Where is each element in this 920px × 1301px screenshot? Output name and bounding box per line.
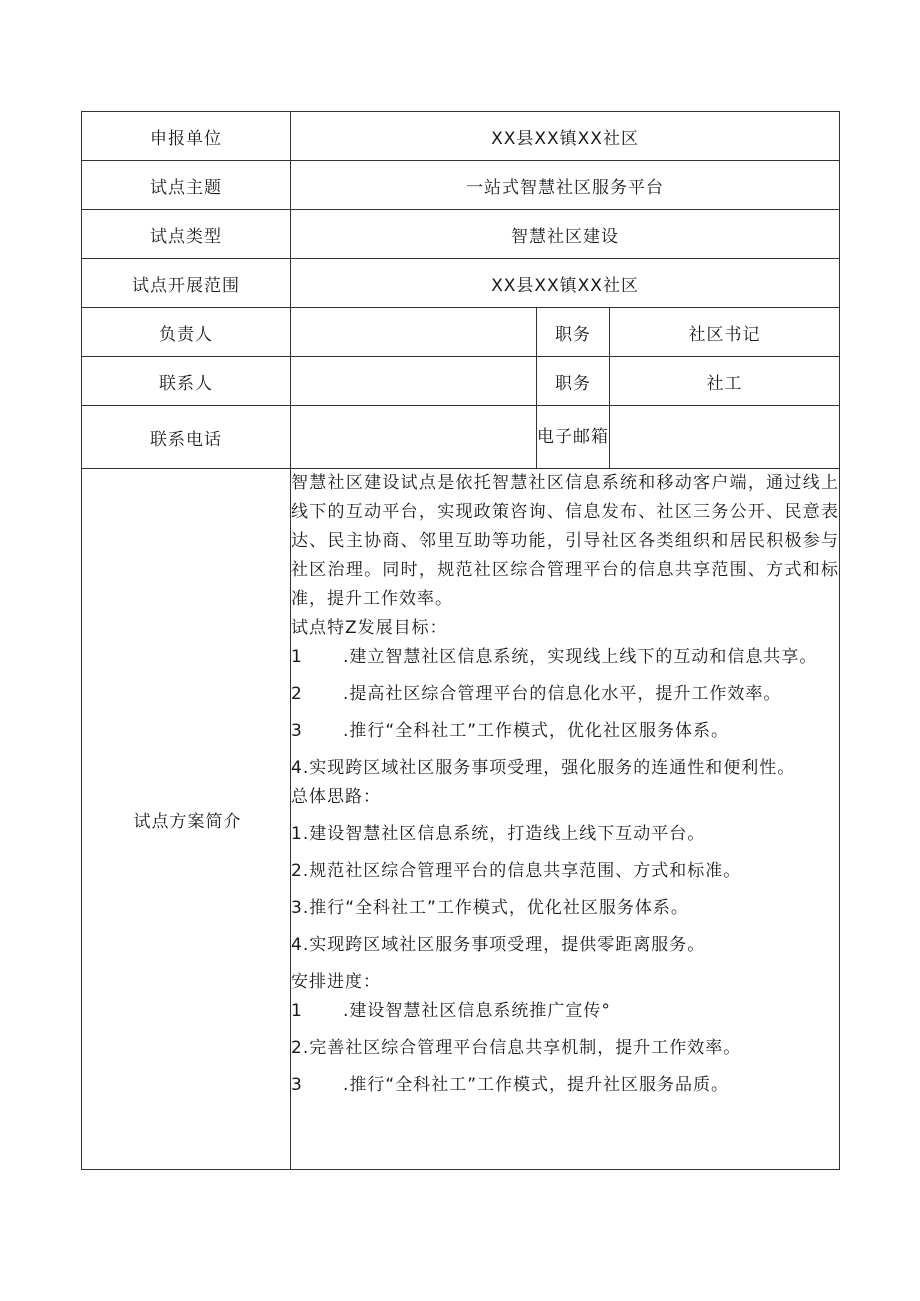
goal-item: 1 .建立智慧社区信息系统，实现线上线下的互动和信息共享。 <box>291 647 818 667</box>
row-plan <box>82 469 840 1170</box>
application-form-table <box>81 111 840 1170</box>
row-leader <box>82 308 840 357</box>
goals-heading: 试点特Z发展目标： <box>291 618 448 638</box>
schedule-item: 2.完善社区综合管理平台信息共享机制，提升工作效率。 <box>291 1038 742 1058</box>
schedule-item: 3 .推行“全科社工”工作模式，提升社区服务品质。 <box>291 1075 730 1095</box>
approach-item: 2.规范社区综合管理平台的信息共享范围、方式和标准。 <box>291 861 742 881</box>
goal-item: 2 .提高社区综合管理平台的信息化水平，提升工作效率。 <box>291 684 782 704</box>
value-type: 智慧社区建设 <box>291 210 840 259</box>
value-leader-title: 社区书记 <box>610 308 840 357</box>
label-plan: 试点方案简介 <box>82 469 291 1170</box>
schedule-heading: 安排进度： <box>291 972 381 992</box>
schedule-item: 1 .建设智慧社区信息系统推广宣传° <box>291 1001 611 1021</box>
label-contact-title: 职务 <box>537 357 610 406</box>
label-unit: 申报单位 <box>82 112 291 161</box>
value-contact <box>291 357 537 406</box>
value-phone <box>291 406 537 469</box>
label-leader: 负责人 <box>82 308 291 357</box>
goal-item: 4.实现跨区域社区服务事项受理，强化服务的连通性和便利性。 <box>291 758 796 778</box>
label-leader-title: 职务 <box>537 308 610 357</box>
approach-item: 3.推行“全科社工”工作模式，优化社区服务体系。 <box>291 898 689 918</box>
value-contact-title: 社工 <box>610 357 840 406</box>
label-type: 试点类型 <box>82 210 291 259</box>
label-theme: 试点主题 <box>82 161 291 210</box>
value-theme: 一站式智慧社区服务平台 <box>291 161 840 210</box>
approach-item: 1.建设智慧社区信息系统，打造线上线下互动平台。 <box>291 824 706 844</box>
approach-heading: 总体思路： <box>291 787 381 807</box>
row-phone <box>82 406 840 469</box>
value-unit: XX县XX镇XX社区 <box>291 112 840 161</box>
value-leader <box>291 308 537 357</box>
goal-item: 3 .推行“全科社工”工作模式，优化社区服务体系。 <box>291 721 730 741</box>
label-contact: 联系人 <box>82 357 291 406</box>
label-phone: 联系电话 <box>82 406 291 469</box>
row-contact <box>82 357 840 406</box>
plan-intro: 智慧社区建设试点是依托智慧社区信息系统和移动客户端，通过线上线下的互动平台，实现政策咨询、信息发布、社区三务公开、民意表达、民主协商、邻里互助等功能，引导社区各类组织和居民积极参与社区治理。同时，规范社区综合管理平台的信息共享范围、方式和标准，提升工作效率。 <box>291 473 840 609</box>
row-unit <box>82 112 840 161</box>
value-scope: XX县XX镇XX社区 <box>291 259 840 308</box>
label-email: 电子邮箱 <box>537 406 610 469</box>
label-scope: 试点开展范围 <box>82 259 291 308</box>
row-theme <box>82 161 840 210</box>
approach-item: 4.实现跨区域社区服务事项受理，提供零距离服务。 <box>291 935 706 955</box>
row-scope <box>82 259 840 308</box>
value-email <box>610 406 840 469</box>
plan-content <box>291 469 840 1170</box>
row-type <box>82 210 840 259</box>
